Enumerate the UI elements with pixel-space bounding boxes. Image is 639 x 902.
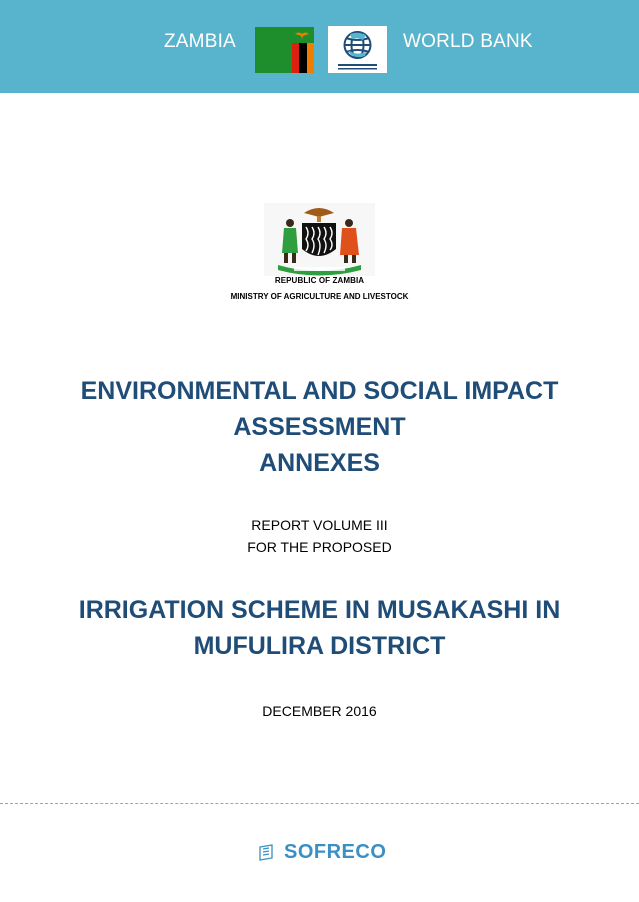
title-line-3: ANNEXES: [259, 449, 380, 477]
flag-eagle-icon: [295, 31, 309, 39]
zambia-coat-of-arms-icon: [264, 203, 375, 276]
project-line-2: MUFULIRA DISTRICT: [193, 632, 446, 660]
report-date: DECEMBER 2016: [262, 703, 377, 719]
sofreco-brand: [258, 840, 386, 864]
world-bank-label: WORLD BANK: [403, 31, 533, 52]
report-volume: REPORT VOLUME III: [251, 517, 388, 533]
footer-divider: [0, 803, 639, 804]
emblem-caption: REPUBLIC OF ZAMBIA: [274, 276, 365, 285]
for-the-proposed: FOR THE PROPOSED: [247, 539, 392, 555]
zambia-label: ZAMBIA: [164, 31, 236, 52]
world-bank-globe-icon: [328, 26, 387, 73]
zambia-flag-icon: [255, 27, 314, 73]
title-line-2: ASSESSMENT: [233, 413, 406, 441]
project-line-1: IRRIGATION SCHEME IN MUSAKASHI IN: [78, 596, 561, 624]
sofreco-name: SOFRECO: [284, 840, 387, 863]
flag-stripes: [292, 43, 314, 73]
header-band: [0, 0, 639, 93]
ministry-name: MINISTRY OF AGRICULTURE AND LIVESTOCK: [230, 292, 409, 301]
title-line-1: ENVIRONMENTAL AND SOCIAL IMPACT: [80, 377, 559, 405]
sofreco-logo-icon: [258, 843, 276, 861]
